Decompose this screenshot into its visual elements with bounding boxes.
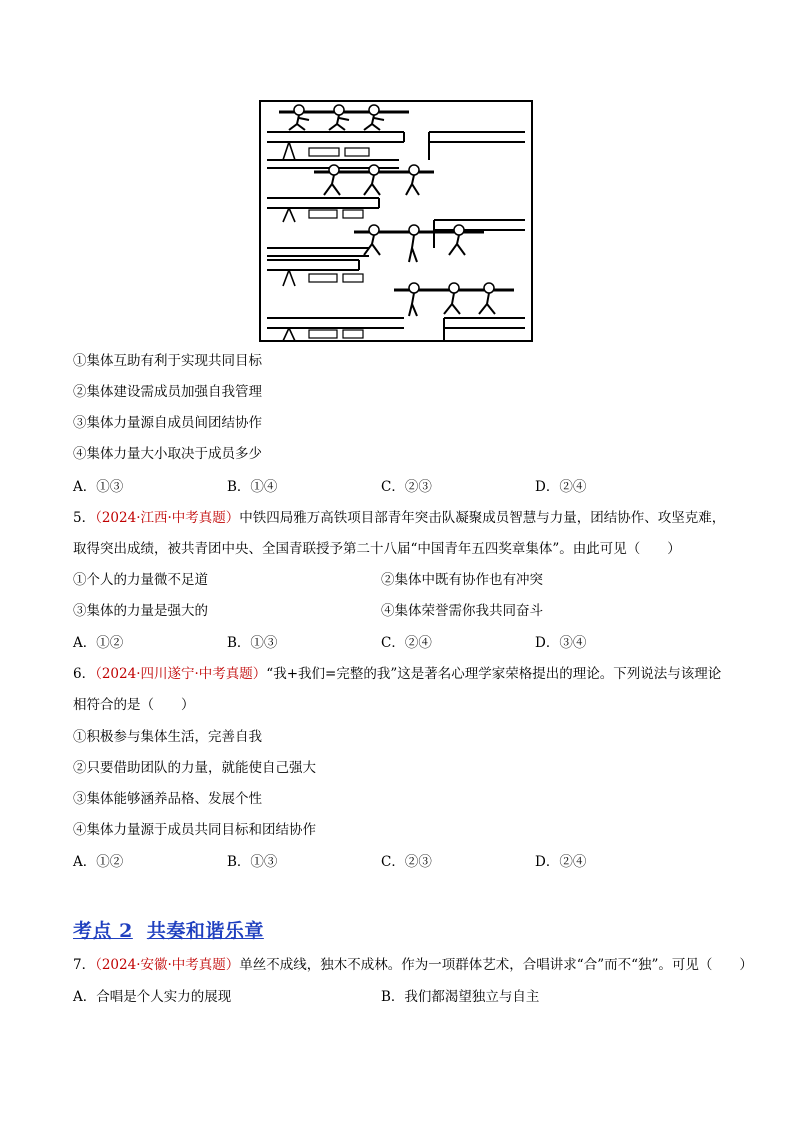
q6-statement-2: ②只要借助团队的力量，就能使自己强大	[73, 760, 316, 776]
q6-option-b[interactable]: B．①③	[227, 854, 278, 870]
option-c[interactable]: C．②③	[381, 479, 432, 495]
q7-source: （2024·安徽·中考真题）	[95, 957, 240, 973]
q5-statement-2: ②集体中既有协作也有冲突	[381, 572, 543, 588]
q6-stem-line1	[73, 664, 721, 684]
q5-number: 5．	[73, 510, 96, 526]
q7-option-a[interactable]: A．合唱是个人实力的展现	[73, 989, 232, 1005]
q6-option-c[interactable]: C．②③	[381, 854, 432, 870]
q5-stem-line2: 取得突出成绩，被共青团中央、全国青联授予第二十八届“中国青年五四奖章集体”。由此可见（ ）	[73, 541, 681, 557]
section-heading	[73, 916, 264, 943]
teamwork-cartoon-illustration	[259, 100, 533, 342]
q7-text: 单丝不成线，独木不成林。作为一项群体艺术，合唱讲求“合”而不“独”。可见（ ）	[239, 957, 753, 973]
q6-option-a[interactable]: A．①②	[73, 854, 124, 870]
q5-stem-line1	[73, 508, 725, 528]
statement-1: ①集体互助有利于实现共同目标	[73, 353, 262, 369]
section-title: 共奏和谐乐章	[146, 920, 264, 942]
q5-option-a[interactable]: A．①②	[73, 635, 124, 651]
q5-statement-3: ③集体的力量是强大的	[73, 603, 208, 619]
statement-3: ③集体力量源自成员间团结协作	[73, 415, 262, 431]
statement-2: ②集体建设需成员加强自我管理	[73, 384, 262, 400]
q5-statement-1: ①个人的力量微不足道	[73, 572, 208, 588]
statement-4: ④集体力量大小取决于成员多少	[73, 446, 262, 462]
q6-option-d[interactable]: D．②④	[535, 854, 587, 870]
q5-source: （2024·江西·中考真题）	[95, 510, 240, 526]
q6-statement-3: ③集体能够涵养品格、发展个性	[73, 791, 262, 807]
q5-statement-4: ④集体荣誉需你我共同奋斗	[381, 603, 543, 619]
q5-text: 中铁四局雅万高铁项目部青年突击队凝聚成员智慧与力量，团结协作、攻坚克难，	[239, 510, 726, 526]
option-b[interactable]: B．①④	[227, 479, 278, 495]
q7-stem	[73, 955, 753, 975]
option-a[interactable]: A．①③	[73, 479, 124, 495]
q5-option-b[interactable]: B．①③	[227, 635, 278, 651]
q7-number: 7．	[73, 957, 96, 973]
q6-source: （2024·四川遂宁·中考真题）	[95, 666, 267, 682]
q6-statement-1: ①积极参与集体生活，完善自我	[73, 729, 262, 745]
q5-option-c[interactable]: C．②④	[381, 635, 432, 651]
q6-statement-4: ④集体力量源于成员共同目标和团结协作	[73, 822, 316, 838]
option-d[interactable]: D．②④	[535, 479, 587, 495]
section-label: 考点 2	[73, 920, 133, 942]
q5-option-d[interactable]: D．③④	[535, 635, 587, 651]
q7-option-b[interactable]: B．我们都渴望独立与自主	[381, 989, 540, 1005]
q6-text: “我+我们=完整的我”这是著名心理学家荣格提出的理论。下列说法与该理论	[266, 666, 722, 682]
q6-stem-line2: 相符合的是（ ）	[73, 697, 195, 713]
q6-number: 6．	[73, 666, 96, 682]
